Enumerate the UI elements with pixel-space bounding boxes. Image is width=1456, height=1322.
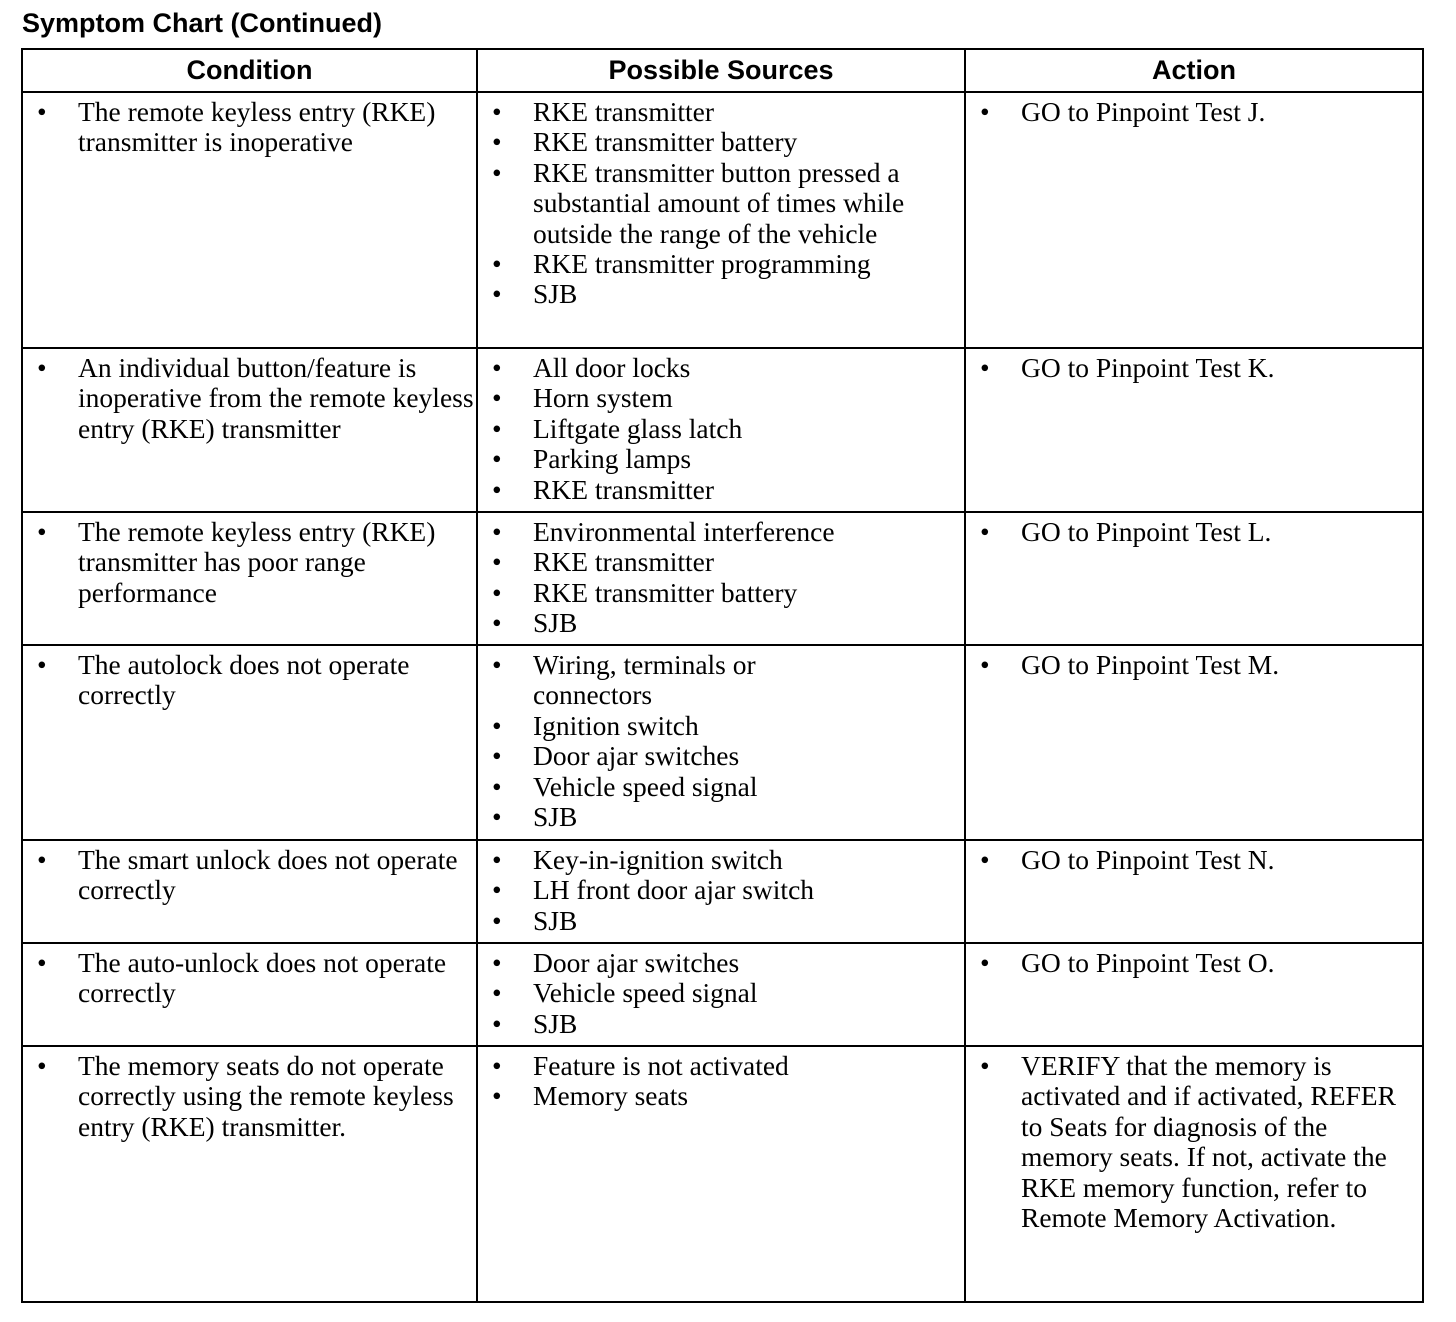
action-cell (965, 645, 1423, 840)
action-text: • VERIFY that the memory is activated and if activated, REFER to Seats for diagnosis of the memory seats. If not, activate the RKE memory function, refer to Remote Memory Activation. (966, 1051, 1422, 1233)
source-item: • Key-in-ignition switch (478, 845, 964, 875)
condition-text: • The remote keyless entry (RKE) transmitter is inoperative (23, 97, 476, 158)
table-row (22, 92, 1423, 348)
condition-text: • The smart unlock does not operate correctly (23, 845, 476, 906)
condition-cell (22, 840, 477, 943)
source-item: • RKE transmitter battery (478, 578, 964, 608)
source-item: • Door ajar switches (478, 741, 964, 771)
condition-text: • The remote keyless entry (RKE) transmitter has poor range performance (23, 517, 476, 608)
source-item: • Vehicle speed signal (478, 772, 964, 802)
condition-text: • The autolock does not operate correctly (23, 650, 476, 711)
condition-text: • The memory seats do not operate correctly using the remote keyless entry (RKE) transmitter. (23, 1051, 476, 1142)
source-item: • RKE transmitter battery (478, 127, 964, 157)
source-item: • All door locks (478, 353, 964, 383)
sources-cell (477, 512, 965, 645)
table-row (22, 645, 1423, 840)
sources-cell (477, 840, 965, 943)
table-row (22, 512, 1423, 645)
source-item: • LH front door ajar switch (478, 875, 964, 905)
table-row (22, 840, 1423, 943)
source-item: • Vehicle speed signal (478, 978, 964, 1008)
condition-cell (22, 92, 477, 348)
condition-cell (22, 512, 477, 645)
sources-cell (477, 645, 965, 840)
chart-title: Symptom Chart (Continued) (22, 8, 382, 38)
action-text: • GO to Pinpoint Test M. (966, 650, 1422, 680)
source-item: • Liftgate glass latch (478, 414, 964, 444)
action-text: • GO to Pinpoint Test O. (966, 948, 1422, 978)
source-item: • SJB (478, 1009, 964, 1039)
possible-sources-header: Possible Sources (477, 49, 965, 92)
table-row (22, 348, 1423, 512)
condition-cell (22, 1046, 477, 1302)
action-text: • GO to Pinpoint Test N. (966, 845, 1422, 875)
source-item: • SJB (478, 608, 964, 638)
source-item: • Door ajar switches (478, 948, 964, 978)
action-text: • GO to Pinpoint Test K. (966, 353, 1422, 383)
action-cell (965, 512, 1423, 645)
source-item: • SJB (478, 802, 964, 832)
table-row (22, 943, 1423, 1046)
source-item: • Horn system (478, 383, 964, 413)
table-row (22, 1046, 1423, 1302)
source-item: • RKE transmitter button pressed a substantial amount of times while outside the range of the vehicle (478, 158, 964, 249)
action-cell (965, 1046, 1423, 1302)
source-item: • Memory seats (478, 1081, 964, 1111)
action-cell (965, 348, 1423, 512)
source-item: • RKE transmitter (478, 97, 964, 127)
action-text: • GO to Pinpoint Test J. (966, 97, 1422, 127)
action-cell (965, 840, 1423, 943)
sources-cell (477, 348, 965, 512)
condition-text: • The auto-unlock does not operate correctly (23, 948, 476, 1009)
condition-cell (22, 348, 477, 512)
action-text: • GO to Pinpoint Test L. (966, 517, 1422, 547)
action-cell (965, 92, 1423, 348)
action-cell (965, 943, 1423, 1046)
sources-cell (477, 943, 965, 1046)
source-item: • SJB (478, 906, 964, 936)
source-item: • RKE transmitter (478, 547, 964, 577)
sources-cell (477, 1046, 965, 1302)
condition-header: Condition (22, 49, 477, 92)
sources-cell (477, 92, 965, 348)
source-item: • RKE transmitter (478, 475, 964, 505)
source-item: • Ignition switch (478, 711, 964, 741)
source-item: • Feature is not activated (478, 1051, 964, 1081)
source-item: • SJB (478, 279, 964, 309)
source-item: • Wiring, terminals or connectors (478, 650, 964, 711)
source-item: • RKE transmitter programming (478, 249, 964, 279)
condition-cell (22, 645, 477, 840)
header-row (22, 49, 1423, 92)
action-header: Action (965, 49, 1423, 92)
source-item: • Environmental interference (478, 517, 964, 547)
source-item: • Parking lamps (478, 444, 964, 474)
condition-text: • An individual button/feature is inoperative from the remote keyless entry (RKE) transmitter (23, 353, 476, 444)
symptom-table (21, 48, 1424, 1303)
condition-cell (22, 943, 477, 1046)
